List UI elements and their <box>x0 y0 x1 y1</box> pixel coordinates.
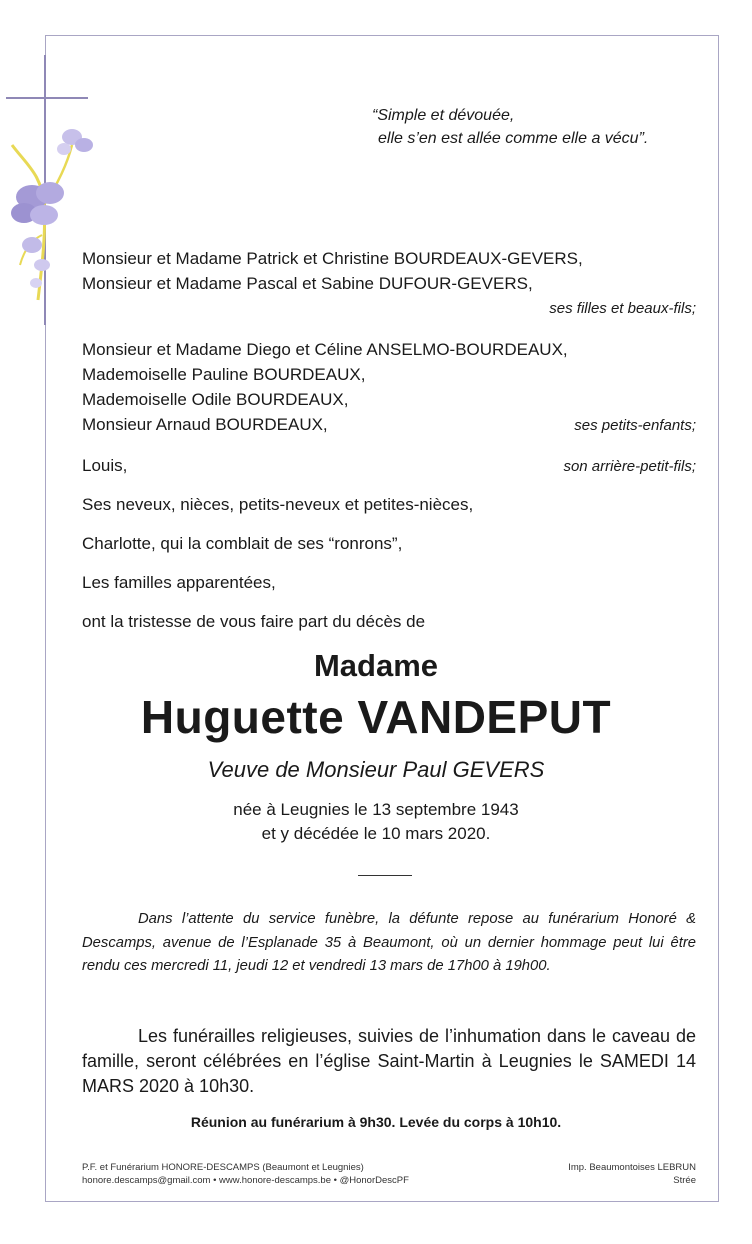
family-line: Mademoiselle Odile BOURDEAUX, <box>82 390 349 409</box>
family-line: Louis, <box>82 456 128 475</box>
family-line: Monsieur et Madame Diego et Céline ANSELMO-BOURDEAUX, <box>82 340 568 359</box>
family-line: Ses neveux, nièces, petits-neveux et petites-nièces, <box>82 495 474 514</box>
footer-printer <box>568 1161 696 1187</box>
visitation-paragraph <box>82 908 696 979</box>
family-line: Monsieur Arnaud BOURDEAUX, <box>82 415 328 434</box>
birth-line: née à Leugnies le 13 septembre 1943 <box>233 800 519 819</box>
death-line: et y décédée le 10 mars 2020. <box>261 824 491 843</box>
epitaph-quote <box>372 104 648 150</box>
footer-left-line-1: P.F. et Funérarium HONORE-DESCAMPS (Beaumont et Leugnies) <box>82 1162 364 1173</box>
deceased-name: Huguette VANDEPUT <box>140 691 612 743</box>
quote-line-1: “Simple et dévouée, <box>372 107 515 124</box>
footer-left-line-2: honore.descamps@gmail.com • www.honore-descamps.be • @HonorDescPF <box>82 1175 409 1186</box>
family-line: Monsieur et Madame Patrick et Christine BOURDEAUX-GEVERS, <box>82 249 583 268</box>
visitation-text: Dans l’attente du service funèbre, la défunte repose au funérarium Honoré & Descamps, avenue de l’Esplanade 35 à Beaumont, où un dernier hommage peut lui être rendu ces mercredi 11, jeudi 12 et vendredi 13 mars de 17h00 à 19h00. <box>82 911 696 974</box>
family-line: Les familles apparentées, <box>82 573 276 592</box>
funeral-paragraph <box>82 1024 696 1099</box>
role-label: ses filles et beaux-fils; <box>549 300 696 317</box>
family-line: Charlotte, qui la comblait de ses “ronrons”, <box>82 534 403 553</box>
cross-arm <box>6 97 88 99</box>
deceased-title: Madame <box>313 648 439 683</box>
footer-right-line-2: Strée <box>673 1175 696 1186</box>
widow-line: Veuve de Monsieur Paul GEVERS <box>207 757 545 782</box>
meeting-info: Réunion au funérarium à 9h30. Levée du corps à 10h10. <box>190 1114 562 1130</box>
footer-right-line-1: Imp. Beaumontoises LEBRUN <box>568 1162 696 1173</box>
separator <box>358 875 412 876</box>
quote-line-2: elle s’en est allée comme elle a vécu”. <box>378 130 649 147</box>
role-label: son arrière-petit-fils; <box>563 458 696 475</box>
role-label: ses petits-enfants; <box>574 417 696 434</box>
announcement-line: ont la tristesse de vous faire part du décès de <box>82 612 426 631</box>
birth-death-dates <box>0 798 752 846</box>
footer-funeral-home <box>82 1161 409 1187</box>
funeral-text: Les funérailles religieuses, suivies de l’inhumation dans le caveau de famille, seront célébrées en l’église Saint-Martin à Leugnies le SAMEDI 14 MARS 2020 à 10h30. <box>82 1026 696 1096</box>
family-line: Monsieur et Madame Pascal et Sabine DUFOUR-GEVERS, <box>82 274 533 293</box>
family-line: Mademoiselle Pauline BOURDEAUX, <box>82 365 366 384</box>
